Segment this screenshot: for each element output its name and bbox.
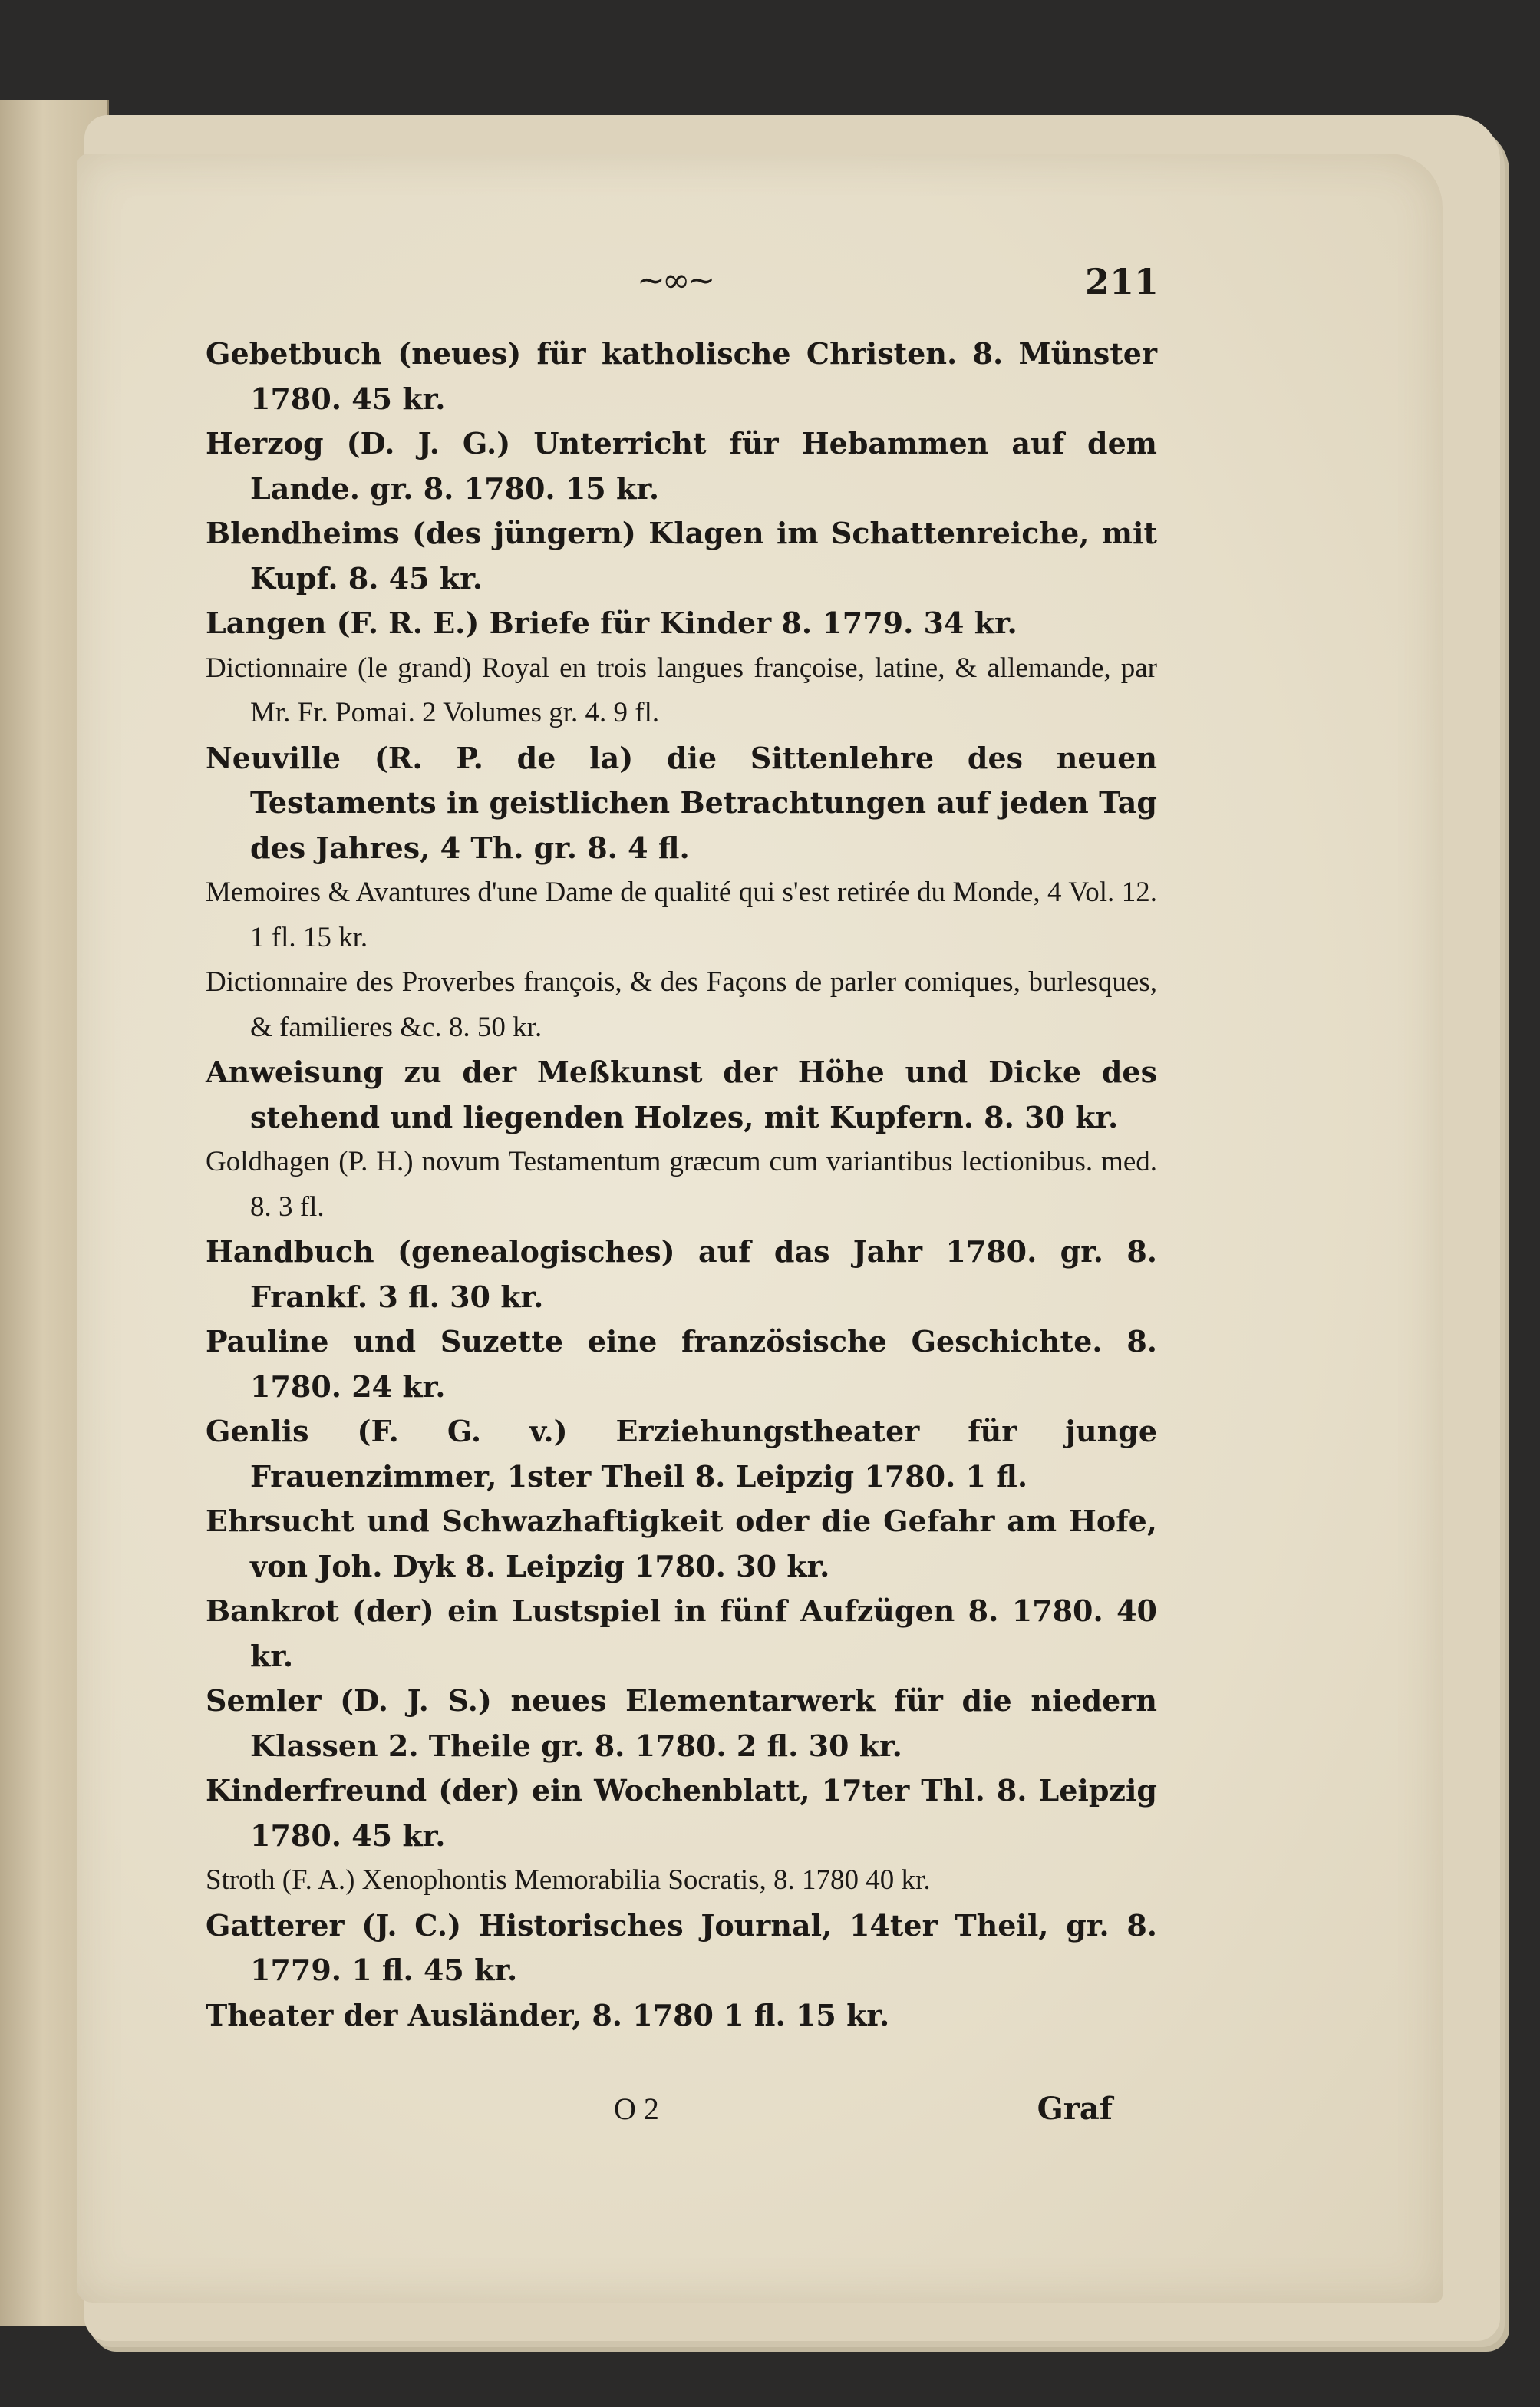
list-item: Langen (F. R. E.) Briefe für Kinder 8. 1779. 34 kr. [206, 606, 1017, 640]
list-item: Ehrsucht und Schwazhaftigkeit oder die Gefahr am Hofe, von Joh. Dyk 8. Leipzig 1780. 30 kr. [206, 1504, 1157, 1583]
list-item: Gatterer (J. C.) Historisches Journal, 14ter Theil, gr. 8. 1779. 1 fl. 45 kr. [206, 1907, 1157, 1987]
book-list [206, 332, 1157, 2038]
list-item: Genlis (F. G. v.) Erziehungstheater für junge Frauenzimmer, 1ster Theil 8. Leipzig 1780. 1 fl. [206, 1414, 1157, 1494]
catchword: Graf [1037, 2091, 1113, 2127]
list-item: Dictionnaire des Proverbes françois, & des Façons de parler comiques, burlesques, & familieres &c. 8. 50 kr. [206, 966, 1157, 1043]
header-ornament: ~∞~ [637, 261, 713, 300]
list-item: Neuville (R. P. de la) die Sittenlehre des neuen Testaments in geistlichen Betrachtungen auf jeden Tag des Jahres, 4 Th. gr. 8. 4 fl. [206, 740, 1157, 865]
list-item: Gebetbuch (neues) für katholische Christen. 8. Münster 1780. 45 kr. [206, 336, 1157, 416]
page-footer [614, 2091, 1113, 2134]
page-header [637, 261, 1159, 307]
list-item: Theater der Ausländer, 8. 1780 1 fl. 15 kr. [206, 1997, 890, 2032]
list-item: Blendheims (des jüngern) Klagen im Schattenreiche, mit Kupf. 8. 45 kr. [206, 516, 1157, 596]
list-item: Pauline und Suzette eine französische Geschichte. 8. 1780. 24 kr. [206, 1324, 1157, 1404]
list-item: Dictionnaire (le grand) Royal en trois langues françoise, latine, & allemande, par Mr. Fr. Pomai. 2 Volumes gr. 4. 9 fl. [206, 652, 1157, 728]
page-number: 211 [1084, 261, 1159, 302]
list-item: Handbuch (genealogisches) auf das Jahr 1780. gr. 8. Frankf. 3 fl. 30 kr. [206, 1234, 1157, 1314]
list-item: Herzog (D. J. G.) Unterricht für Hebammen auf dem Lande. gr. 8. 1780. 15 kr. [206, 426, 1157, 506]
list-item: Memoires & Avantures d'une Dame de qualité qui s'est retirée du Monde, 4 Vol. 12. 1 fl. 15 kr. [206, 877, 1157, 953]
signature-mark: O 2 [614, 2092, 659, 2126]
list-item: Goldhagen (P. H.) novum Testamentum græcum cum variantibus lectionibus. med. 8. 3 fl. [206, 1146, 1157, 1223]
list-item: Semler (D. J. S.) neues Elementarwerk für die niedern Klassen 2. Theile gr. 8. 1780. 2 fl. 30 kr. [206, 1683, 1157, 1763]
list-item: Kinderfreund (der) ein Wochenblatt, 17ter Thl. 8. Leipzig 1780. 45 kr. [206, 1773, 1157, 1853]
list-item: Anweisung zu der Meßkunst der Höhe und Dicke des stehend und liegenden Holzes, mit Kupfern. 8. 30 kr. [206, 1055, 1157, 1134]
list-item: Stroth (F. A.) Xenophontis Memorabilia Socratis, 8. 1780 40 kr. [206, 1864, 931, 1896]
list-item: Bankrot (der) ein Lustspiel in fünf Aufzügen 8. 1780. 40 kr. [206, 1593, 1157, 1673]
